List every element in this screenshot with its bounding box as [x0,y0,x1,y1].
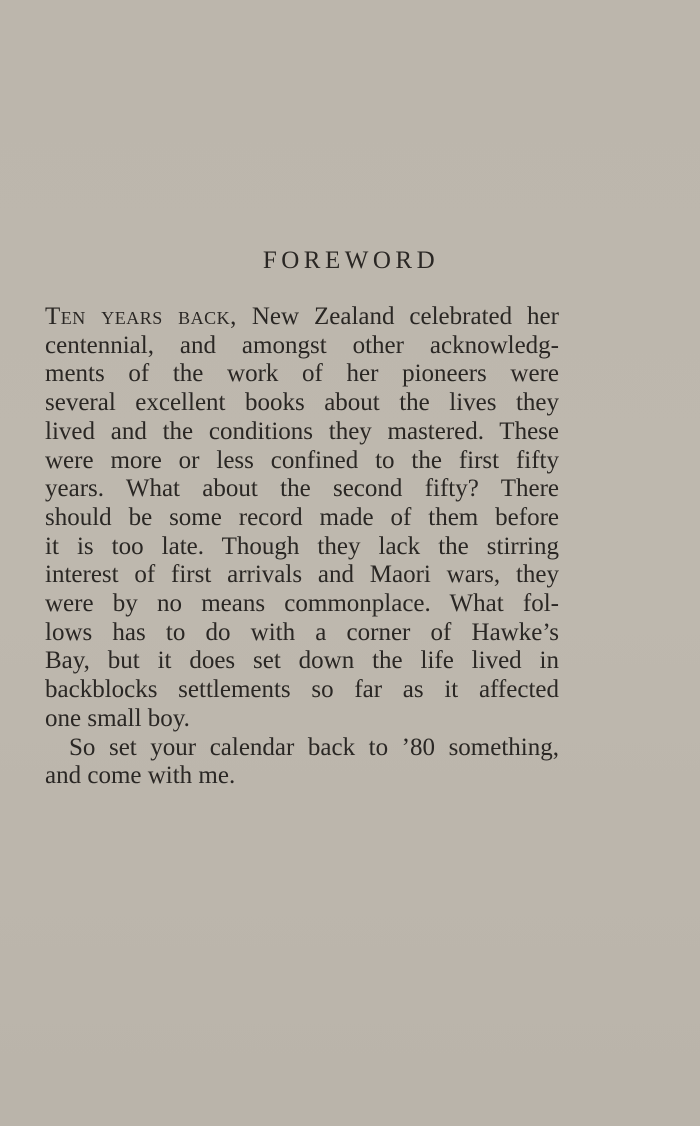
text-line: should be some record made of them before [45,503,559,531]
text-line: So set your calendar back to ’80 something, [69,733,559,761]
text-line: one small boy. [45,704,190,732]
text-line: Bay, but it does set down the life lived in [45,647,559,675]
foreword-body [45,303,559,791]
text-line-rest: New Zealand celebrated her [236,303,559,330]
text-line: lows has to do with a corner of Hawke’s [45,618,559,646]
text-line: interest of first arrivals and Maori wars, they [45,561,559,589]
text-line: were more or less confined to the first fifty [45,446,559,474]
text-line: and come with me. [45,762,236,790]
text-line: several excellent books about the lives they [45,389,559,417]
text-line [45,303,559,332]
text-line: centennial, and amongst other acknowledg- [45,331,559,359]
text-line: were by no means commonplace. What fol- [45,590,559,618]
text-line: lived and the conditions they mastered. These [45,417,559,445]
text-line: it is too late. Though they lack the stirring [45,532,559,560]
foreword-heading: FOREWORD [262,247,440,274]
text-line: years. What about the second fifty? There [45,475,559,503]
lead-in-small-caps: Ten years back, [45,303,237,330]
paragraph-2 [45,734,559,791]
text-line: ments of the work of her pioneers were [45,360,559,388]
paragraph-1 [45,303,559,734]
text-line: backblocks settlements so far as it affected [45,676,559,704]
